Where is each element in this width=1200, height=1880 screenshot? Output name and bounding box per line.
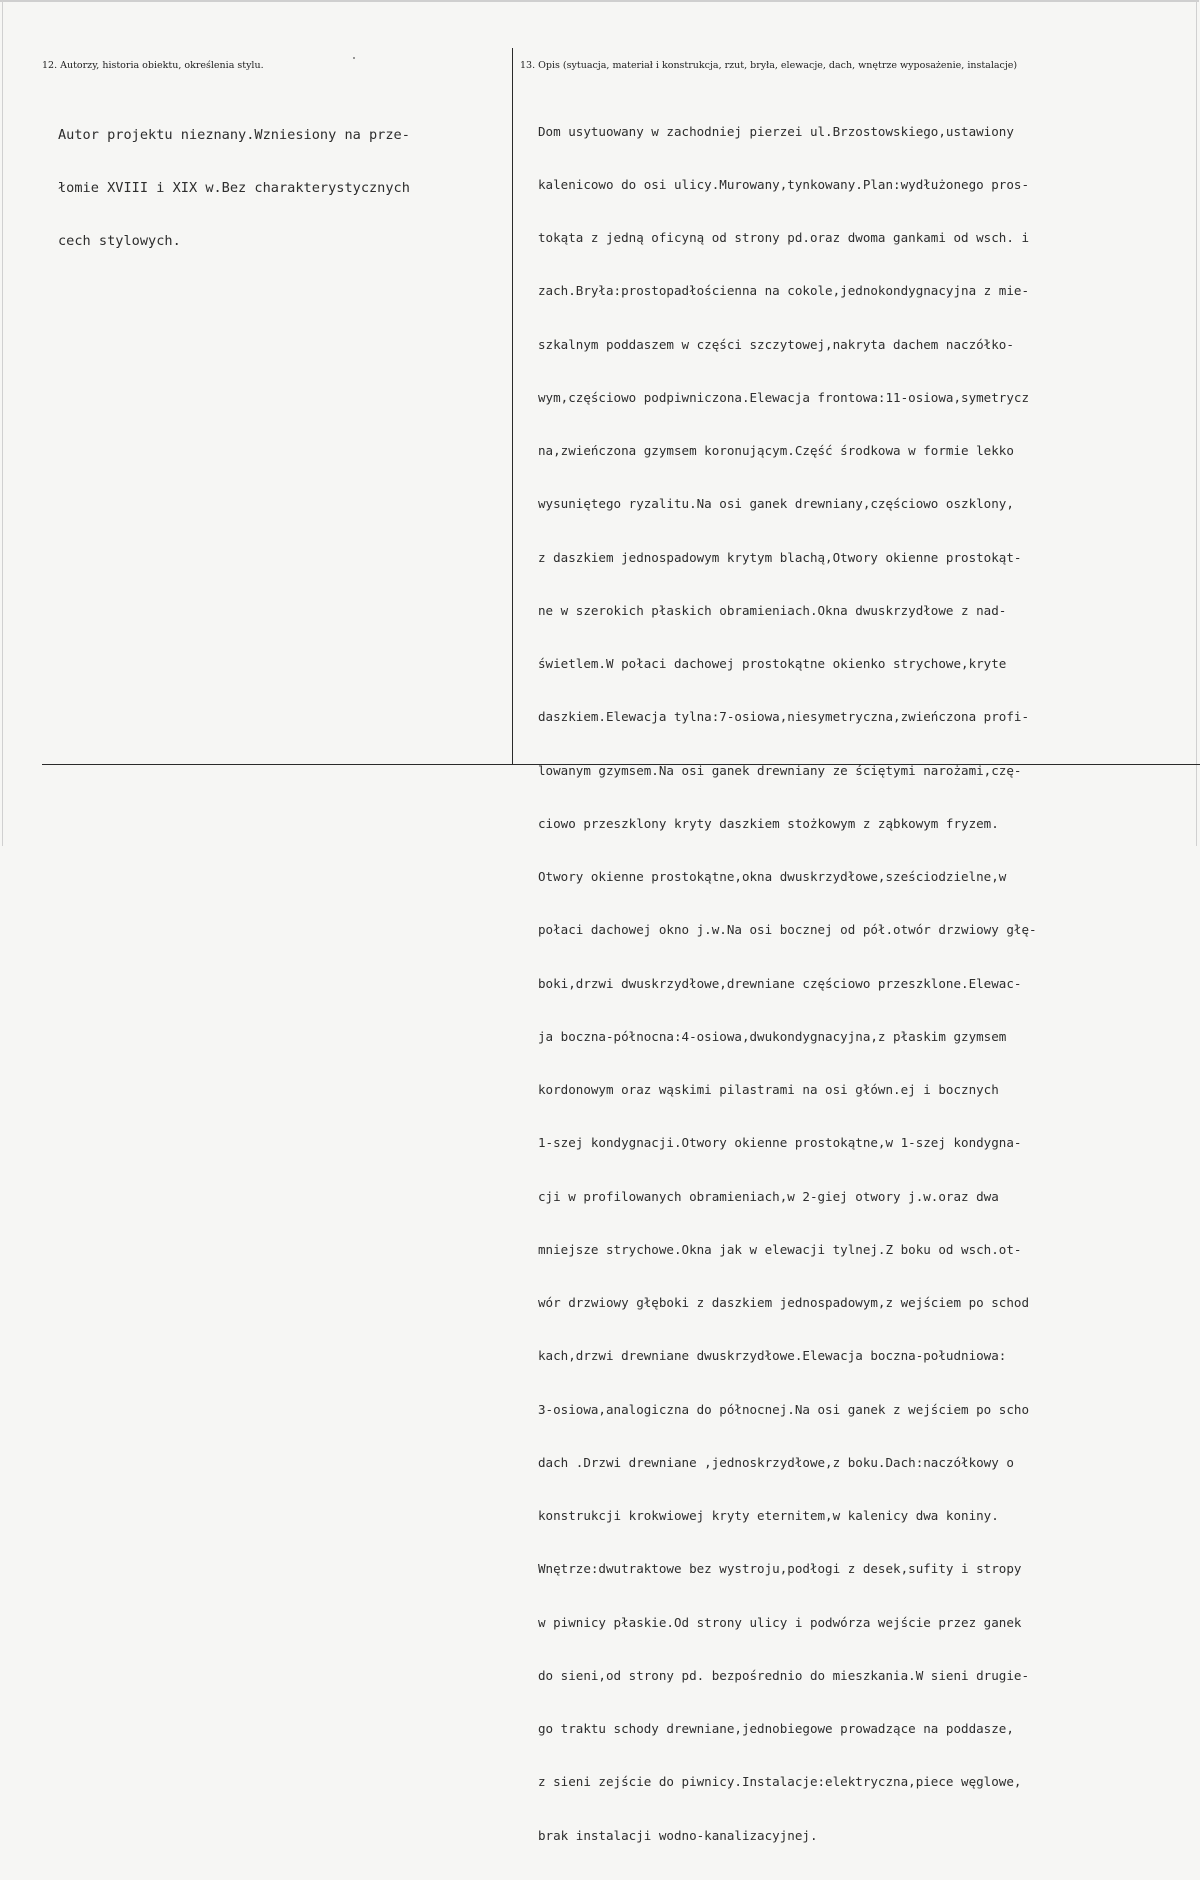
section-13-line: zach.Bryła:prostopadłościenna na cokole,jednokondygnacyjna z mie-: [538, 283, 1030, 299]
section-12-line: łomie XVIII i XIX w.Bez charakterystycznych: [58, 179, 410, 196]
section-13-line: połaci dachowej okno j.w.Na osi bocznej od pół.otwór drzwiowy głę-: [538, 922, 1037, 938]
section-13-line: boki,drzwi dwuskrzydłowe,drewniane częściowo przeszklone.Elewac-: [538, 975, 1022, 991]
section-13-line: daszkiem.Elewacja tylna:7-osiowa,niesymetryczna,zwieńczona profi-: [538, 709, 1030, 725]
section-13-line: ja boczna-północna:4-osiowa,dwukondygnacyjna,z płaskim gzymsem: [538, 1028, 1007, 1044]
section-13-line: 1-szej kondygnacji.Otwory okienne prostokątne,w 1-szej kondygna-: [538, 1135, 1022, 1151]
left-edge-rule: [2, 0, 3, 846]
section-13-line: wór drzwiowy głęboki z daszkiem jednospadowym,z wejściem po schod: [538, 1295, 1030, 1310]
right-edge-rule: [1196, 0, 1197, 846]
section-13-line: w piwnicy płaskie.Od strony ulicy i podwórza wejście przez ganek: [538, 1614, 1022, 1630]
section-13-line: mniejsze strychowe.Okna jak w elewacji tylnej.Z boku od wsch.ot-: [538, 1241, 1022, 1257]
section-13-line: szkalnym poddaszem w części szczytowej,nakryta dachem naczółko-: [538, 336, 1014, 352]
section-13-text: [538, 87, 1037, 1880]
section-13-line: go traktu schody drewniane,jednobiegowe prowadzące na poddasze,: [538, 1721, 1014, 1736]
column-divider: [512, 48, 513, 764]
section-13-line: na,zwieńczona gzymsem koronującym.Część środkowa w formie lekko: [538, 443, 1014, 458]
section-13-line: lowanym gzymsem.Na osi ganek drewniany ze ściętymi narożami,czę-: [538, 762, 1022, 778]
section-13-line: tokąta z jedną oficyną od strony pd.oraz dwoma gankami od wsch. i: [538, 230, 1030, 245]
section-13-line: kach,drzwi drewniane dwuskrzydłowe.Elewacja boczna-południowa:: [538, 1348, 1007, 1364]
section-13-line: z daszkiem jednospadowym krytym blachą,Otwory okienne prostokąt-: [538, 549, 1022, 565]
section-13-line: ciowo przeszklony kryty daszkiem stożkowym z ząbkowym fryzem.: [538, 815, 999, 831]
section-13-line: świetlem.W połaci dachowej prostokątne okienko strychowe,kryte: [538, 656, 1007, 671]
section-13-line: ne w szerokich płaskich obramieniach.Okna dwuskrzydłowe z nad-: [538, 602, 1007, 618]
section-13-line: 3-osiowa,analogiczna do północnej.Na osi ganek z wejściem po scho: [538, 1401, 1030, 1417]
section-12-text: [58, 91, 410, 286]
section-12-header: 12. Autorzy, historia obiektu, określenia stylu.: [42, 60, 264, 71]
section-13-line: z sieni zejście do piwnicy.Instalacje:elektryczna,piece węglowe,: [538, 1774, 1022, 1790]
section-13-line: cji w profilowanych obramieniach,w 2-giej otwory j.w.oraz dwa: [538, 1188, 999, 1204]
section-12-line: cech stylowych.: [58, 233, 181, 249]
section-13-line: brak instalacji wodno-kanalizacyjnej.: [538, 1827, 818, 1843]
section-13-line: Otwory okienne prostokątne,okna dwuskrzydłowe,sześciodzielne,w: [538, 869, 1007, 884]
section-13-line: do sieni,od strony pd. bezpośrednio do mieszkania.W sieni drugie-: [538, 1667, 1030, 1683]
section-12-line: Autor projektu nieznany.Wzniesiony na prze-: [58, 126, 410, 143]
section-13-line: kalenicowo do osi ulicy.Murowany,tynkowany.Plan:wydłużonego pros-: [538, 176, 1030, 192]
section-13-line: wym,częściowo podpiwniczona.Elewacja frontowa:11-osiowa,symetrycz: [538, 389, 1030, 405]
section-13-line: Dom usytuowany w zachodniej pierzei ul.Brzostowskiego,ustawiony: [538, 123, 1014, 139]
top-edge-rule: [0, 0, 1199, 2]
section-13-header: 13. Opis (sytuacja, materiał i konstrukcja, rzut, bryła, elewacje, dach, wnętrze wyposażenie, instalacje): [520, 60, 1018, 71]
section-13-line: Wnętrze:dwutraktowe bez wystroju,podłogi z desek,sufity i stropy: [538, 1561, 1022, 1577]
section-13-line: kordonowym oraz wąskimi pilastrami na osi główn.ej i bocznych: [538, 1082, 999, 1097]
section-13-line: konstrukcji krokwiowej kryty eternitem,w kalenicy dwa koniny.: [538, 1508, 999, 1523]
section-13-line: dach .Drzwi drewniane ,jednoskrzydłowe,z boku.Dach:naczółkowy o: [538, 1454, 1014, 1470]
paper-speck: [353, 57, 355, 59]
section-13-line: wysuniętego ryzalitu.Na osi ganek drewniany,częściowo oszklony,: [538, 496, 1014, 512]
